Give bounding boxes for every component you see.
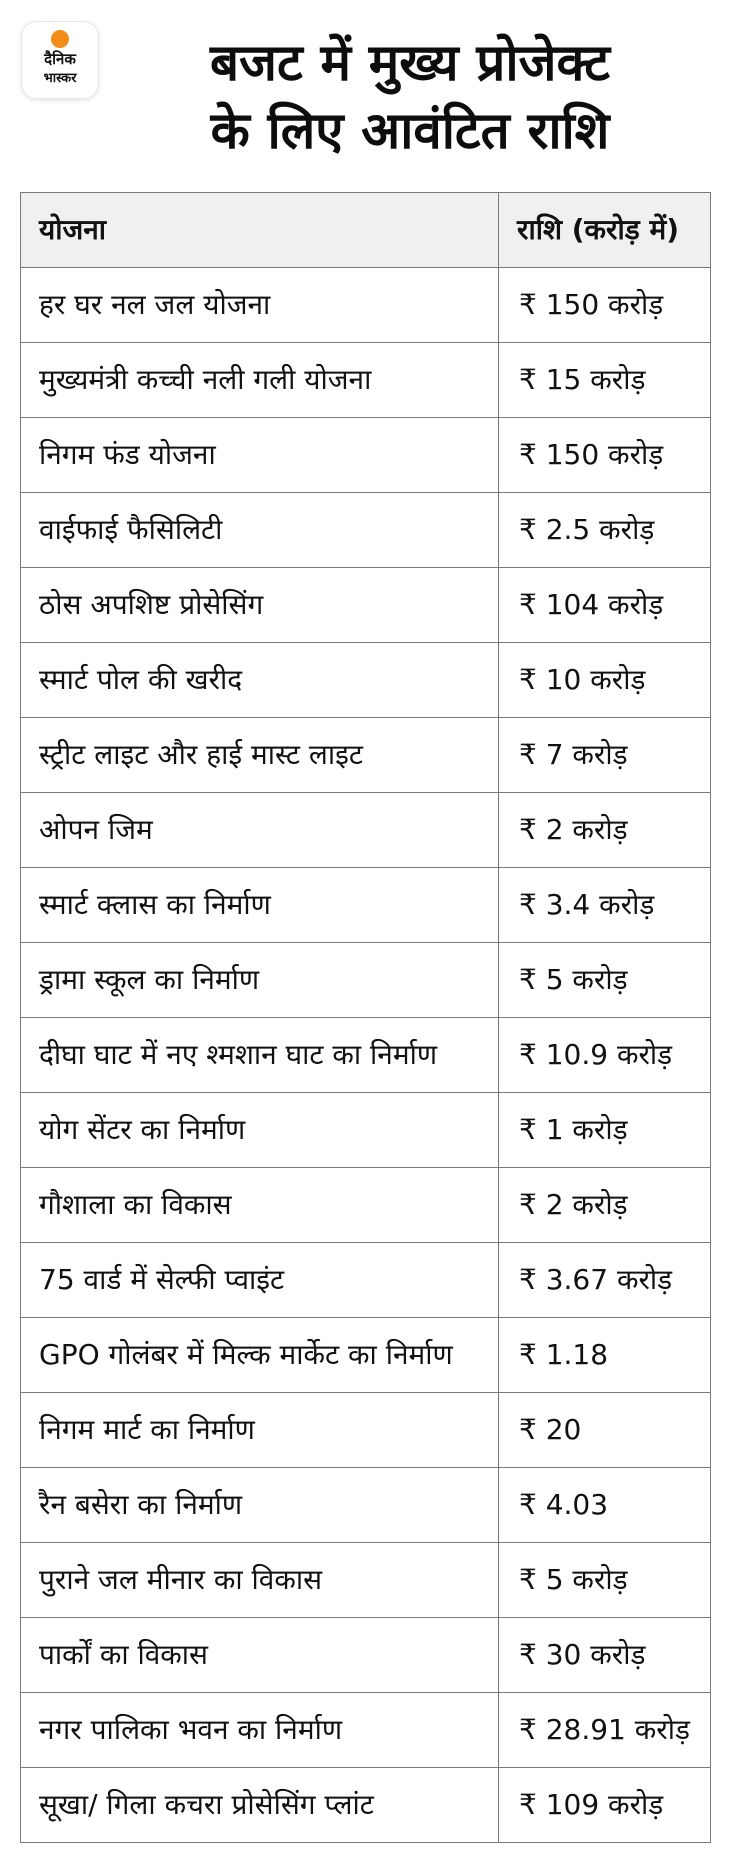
scheme-cell: मुख्यमंत्री कच्ची नली गली योजना — [21, 343, 499, 418]
amount-cell: ₹ 7 करोड़ — [499, 718, 711, 793]
logo-text-line1: दैनिक — [44, 50, 76, 68]
table-body — [21, 268, 711, 1843]
table-row — [21, 1318, 711, 1393]
table-row — [21, 643, 711, 718]
scheme-cell: ओपन जिम — [21, 793, 499, 868]
scheme-cell: स्मार्ट क्लास का निर्माण — [21, 868, 499, 943]
page-title — [110, 30, 710, 166]
budget-table — [20, 192, 711, 1843]
amount-cell: ₹ 5 करोड़ — [499, 1543, 711, 1618]
column-header-amount: राशि (करोड़ में) — [499, 193, 711, 268]
amount-cell: ₹ 150 करोड़ — [499, 418, 711, 493]
scheme-cell: निगम मार्ट का निर्माण — [21, 1393, 499, 1468]
scheme-cell: ठोस अपशिष्ट प्रोसेसिंग — [21, 568, 499, 643]
title-line1: बजट में मुख्य प्रोजेक्ट — [210, 34, 610, 93]
amount-cell: ₹ 10 करोड़ — [499, 643, 711, 718]
amount-cell: ₹ 1.18 — [499, 1318, 711, 1393]
amount-cell: ₹ 3.4 करोड़ — [499, 868, 711, 943]
table-row — [21, 343, 711, 418]
table-row — [21, 1243, 711, 1318]
logo-text-line2: भास्कर — [43, 71, 77, 86]
amount-cell: ₹ 109 करोड़ — [499, 1768, 711, 1843]
table-row — [21, 1768, 711, 1843]
scheme-cell: GPO गोलंबर में मिल्क मार्केट का निर्माण — [21, 1318, 499, 1393]
table-row — [21, 1618, 711, 1693]
amount-cell: ₹ 150 करोड़ — [499, 268, 711, 343]
scheme-cell: पुराने जल मीनार का विकास — [21, 1543, 499, 1618]
table-row — [21, 1693, 711, 1768]
scheme-cell: स्मार्ट पोल की खरीद — [21, 643, 499, 718]
table-row — [21, 943, 711, 1018]
scheme-cell: सूखा/ गिला कचरा प्रोसेसिंग प्लांट — [21, 1768, 499, 1843]
amount-cell: ₹ 2 करोड़ — [499, 1168, 711, 1243]
amount-cell: ₹ 2 करोड़ — [499, 793, 711, 868]
table-row — [21, 793, 711, 868]
amount-cell: ₹ 5 करोड़ — [499, 943, 711, 1018]
amount-cell: ₹ 3.67 करोड़ — [499, 1243, 711, 1318]
table-header-row — [21, 193, 711, 268]
scheme-cell: वाईफाई फैसिलिटी — [21, 493, 499, 568]
amount-cell: ₹ 2.5 करोड़ — [499, 493, 711, 568]
scheme-cell: हर घर नल जल योजना — [21, 268, 499, 343]
scheme-cell: निगम फंड योजना — [21, 418, 499, 493]
table-row — [21, 1393, 711, 1468]
table-row — [21, 268, 711, 343]
logo-sun-icon — [51, 30, 69, 48]
scheme-cell: दीघा घाट में नए श्मशान घाट का निर्माण — [21, 1018, 499, 1093]
title-line2: के लिए आवंटित राशि — [210, 102, 610, 161]
scheme-cell: स्ट्रीट लाइट और हाई मास्ट लाइट — [21, 718, 499, 793]
amount-cell: ₹ 1 करोड़ — [499, 1093, 711, 1168]
amount-cell: ₹ 4.03 — [499, 1468, 711, 1543]
table-row — [21, 1468, 711, 1543]
table-row — [21, 568, 711, 643]
table-row — [21, 1093, 711, 1168]
amount-cell: ₹ 15 करोड़ — [499, 343, 711, 418]
scheme-cell: पार्कों का विकास — [21, 1618, 499, 1693]
brand-logo — [22, 22, 98, 98]
scheme-cell: रैन बसेरा का निर्माण — [21, 1468, 499, 1543]
table-row — [21, 418, 711, 493]
amount-cell: ₹ 10.9 करोड़ — [499, 1018, 711, 1093]
page-header — [0, 0, 730, 190]
scheme-cell: योग सेंटर का निर्माण — [21, 1093, 499, 1168]
amount-cell: ₹ 28.91 करोड़ — [499, 1693, 711, 1768]
table-row — [21, 1543, 711, 1618]
scheme-cell: गौशाला का विकास — [21, 1168, 499, 1243]
column-header-scheme: योजना — [21, 193, 499, 268]
table-row — [21, 1168, 711, 1243]
table-row — [21, 718, 711, 793]
scheme-cell: 75 वार्ड में सेल्फी प्वाइंट — [21, 1243, 499, 1318]
scheme-cell: ड्रामा स्कूल का निर्माण — [21, 943, 499, 1018]
amount-cell: ₹ 30 करोड़ — [499, 1618, 711, 1693]
amount-cell: ₹ 104 करोड़ — [499, 568, 711, 643]
amount-cell: ₹ 20 — [499, 1393, 711, 1468]
table-row — [21, 1018, 711, 1093]
table-row — [21, 868, 711, 943]
scheme-cell: नगर पालिका भवन का निर्माण — [21, 1693, 499, 1768]
table-row — [21, 493, 711, 568]
